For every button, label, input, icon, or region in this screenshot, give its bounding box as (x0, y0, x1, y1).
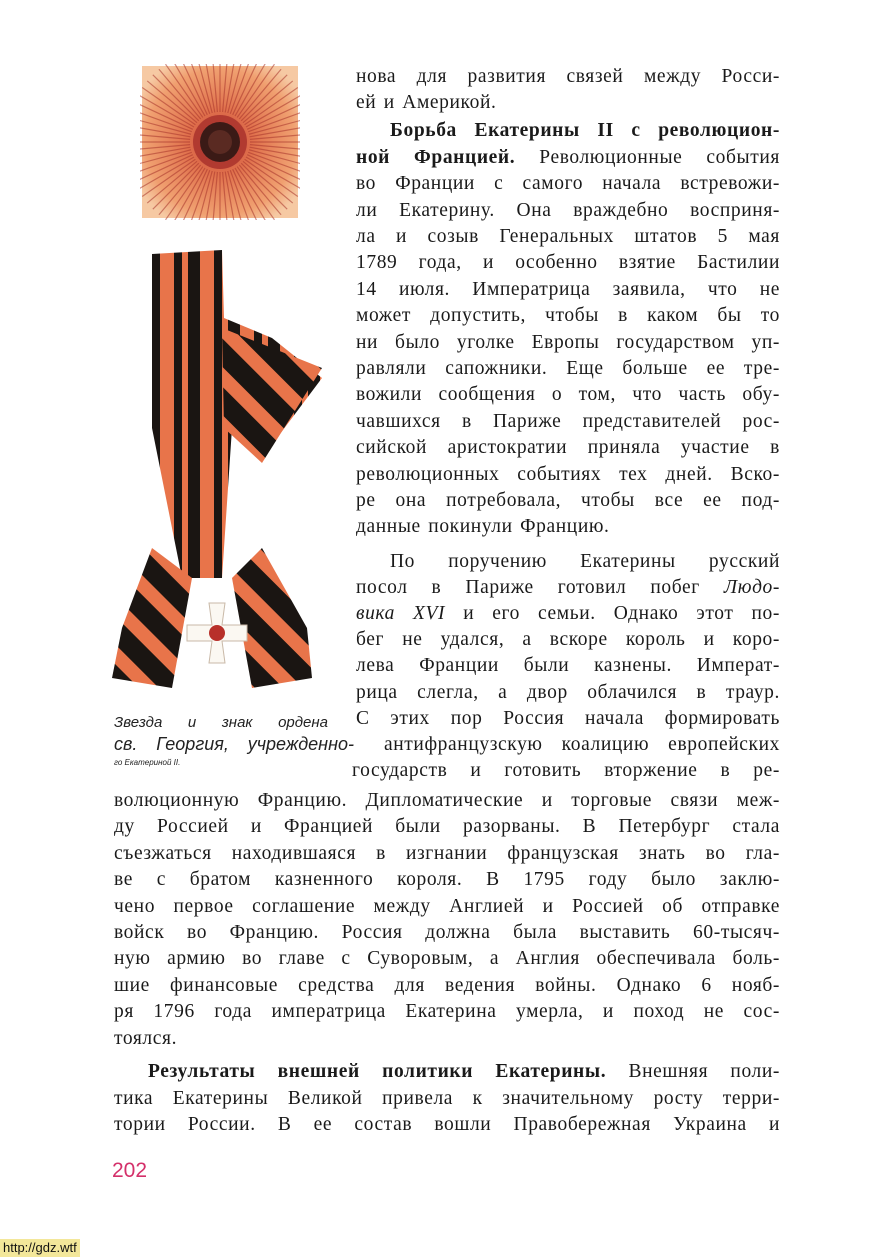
text-line (114, 1087, 780, 1111)
order-ribbon-cross-image (112, 248, 326, 698)
text-run: тоялся. (114, 1027, 178, 1049)
text-run: ла и созыв Генеральных штатов 5 мая (356, 225, 780, 247)
text-line (114, 815, 780, 839)
text-run: ре она потребовала, чтобы все ее под- (356, 489, 780, 511)
text-line (356, 357, 780, 381)
text-line (356, 707, 780, 731)
text-line (356, 225, 780, 249)
text-run: вика XVI (356, 603, 446, 625)
text-run: бег не удался, а вскоре король и коро- (356, 629, 780, 651)
text-run: ря 1796 года императрица Екатерина умерла, и поход не сос- (114, 1001, 780, 1023)
text-run: вожили сообщения о том, что часть обу- (356, 384, 780, 406)
text-line (356, 654, 780, 678)
text-run: волюционную Францию. Дипломатические и торговые связи меж- (114, 790, 780, 811)
watermark-link[interactable]: http://gdz.wtf (0, 1239, 80, 1257)
order-star-image (140, 64, 300, 220)
text-run: Результаты внешней политики Екатерины. (148, 1061, 607, 1082)
text-run: ве с братом казненного короля. В 1795 году было заклю- (114, 869, 780, 891)
text-line (356, 410, 780, 434)
text-run: 1789 года, и особенно взятие Бастилии (356, 252, 780, 274)
text-run: С этих пор Россия начала формировать (356, 707, 780, 729)
text-line (114, 974, 780, 998)
text-line (356, 251, 780, 275)
text-run: шие финансовые средства для ведения войны. Однако 6 нояб- (114, 974, 780, 996)
text-line (356, 383, 780, 407)
text-line (114, 947, 780, 971)
text-line (356, 628, 780, 652)
text-line (356, 278, 780, 302)
text-run: ей и Америкой. (356, 92, 497, 114)
text-line (356, 304, 780, 328)
text-line (356, 331, 780, 355)
text-run: ной Францией. (356, 146, 516, 168)
text-run: Борьба Екатерины II с революцион- (390, 120, 780, 142)
text-run: равляли сапожники. Еще больше ее тре- (356, 357, 780, 379)
figure-caption-line-3: го Екатериной II. (114, 758, 181, 767)
text-line (356, 463, 780, 487)
text-run: ду Россией и Францией были разорваны. В Петербург стала (114, 816, 780, 838)
text-run: ни было уголке Европы государством уп- (356, 331, 780, 353)
text-line (356, 199, 780, 223)
figure-caption-line-1: Звезда и знак ордена (114, 714, 328, 731)
text-line (356, 436, 780, 460)
text-run: чавшихся в Париже представителей рос- (356, 410, 780, 432)
text-line (114, 1060, 780, 1084)
text-run: может допустить, чтобы в каком бы то (356, 305, 780, 327)
text-line (356, 172, 780, 196)
text-line (356, 65, 780, 89)
text-run: ную армию во главе с Суворовым, а Англия обеспечивала боль- (114, 948, 780, 970)
text-run: сийской аристократии приняла участие в (356, 437, 780, 459)
text-run: 14 июля. Императрица заявила, что не (356, 278, 780, 300)
text-run: ли Екатерину. Она враждебно восприня- (356, 199, 780, 221)
text-run: По поручению Екатерины русский (390, 551, 780, 572)
text-run: данные покинули Францию. (356, 516, 610, 538)
text-line (114, 895, 780, 919)
text-run: съезжаться находившаяся в изгнании французская знать во гла- (114, 842, 780, 864)
text-line (384, 733, 780, 757)
text-run: Людо- (723, 577, 780, 599)
text-line (356, 489, 780, 513)
page-number: 202 (112, 1159, 148, 1182)
text-line (114, 1113, 780, 1137)
text-run: нова для развития связей между Росси- (356, 66, 780, 87)
text-run: лева Франции были казнены. Императ- (356, 655, 780, 677)
text-run: чено первое соглашение между Англией и Россией об отправке (114, 895, 780, 917)
text-line (114, 1027, 780, 1051)
text-run: и его семьи. Однако этот по- (445, 603, 780, 625)
figure-caption-line-2: св. Георгия, учрежденно- (114, 734, 354, 754)
text-line (352, 759, 780, 783)
text-line (356, 91, 780, 115)
text-line (114, 1000, 780, 1024)
text-run: революционных событиях тех дней. Вско- (356, 463, 780, 485)
text-run: антифранцузскую коалицию европейских (384, 733, 780, 755)
text-line (356, 515, 780, 539)
text-run: войск во Францию. Россия должна была выставить 60-тысяч- (114, 922, 780, 943)
text-run: рица слегла, а двор облачился в траур. (356, 681, 780, 703)
text-run: Внешняя поли- (606, 1061, 780, 1082)
text-line (356, 146, 780, 170)
text-line (356, 681, 780, 705)
text-run: во Франции с самого начала встревожи- (356, 173, 780, 195)
text-line (356, 550, 780, 574)
text-run: тории России. В ее состав вошли Правобережная Украина и (114, 1114, 780, 1135)
text-line (114, 842, 780, 866)
text-run: посол в Париже готовил побег (356, 577, 724, 599)
text-run: Революционные события (515, 146, 780, 168)
text-line (114, 868, 780, 892)
text-line (356, 576, 780, 600)
text-line (356, 602, 780, 626)
text-run: государств и готовить вторжение в ре- (352, 759, 780, 781)
text-line (356, 119, 780, 143)
text-line (114, 789, 780, 813)
text-line (114, 921, 780, 945)
text-run: тика Екатерины Великой привела к значительному росту терри- (114, 1087, 780, 1109)
